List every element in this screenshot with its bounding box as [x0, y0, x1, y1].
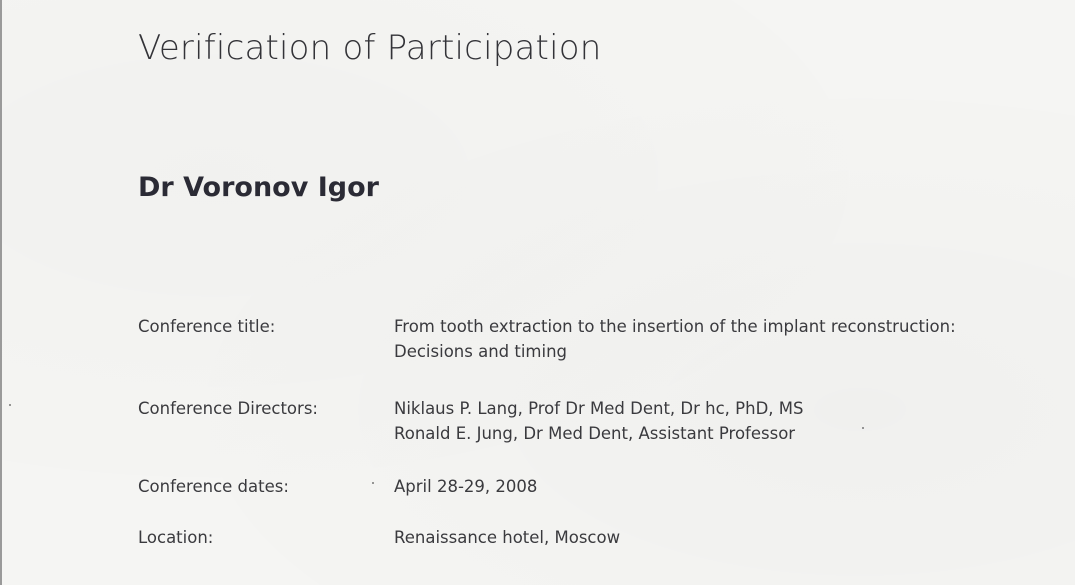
page-edge [0, 0, 2, 585]
participant-name: Dr Voronov Igor [138, 172, 379, 203]
conference-directors-value [394, 396, 803, 446]
scan-speck [372, 482, 374, 484]
conference-directors-label: Conference Directors: [138, 399, 318, 418]
conference-dates-line-1: April 28-29, 2008 [394, 477, 538, 496]
scan-speck [9, 404, 11, 406]
scan-speck [862, 427, 864, 429]
director-line-1: Niklaus P. Lang, Prof Dr Med Dent, Dr hc, PhD, MS [394, 399, 804, 418]
location-line-1: Renaissance hotel, Moscow [394, 528, 621, 547]
conference-dates-value [394, 474, 537, 499]
conference-title-label: Conference title: [138, 317, 276, 336]
conference-dates-label: Conference dates: [138, 477, 289, 496]
location-value [394, 525, 620, 550]
conference-title-value [394, 314, 956, 364]
location-label: Location: [138, 528, 214, 547]
document-title: Verification of Participation [138, 28, 602, 68]
conference-title-line-1: From tooth extraction to the insertion of the implant reconstruction: [394, 317, 956, 336]
director-line-2: Ronald E. Jung, Dr Med Dent, Assistant Professor [394, 424, 796, 443]
conference-title-line-2: Decisions and timing [394, 342, 568, 361]
